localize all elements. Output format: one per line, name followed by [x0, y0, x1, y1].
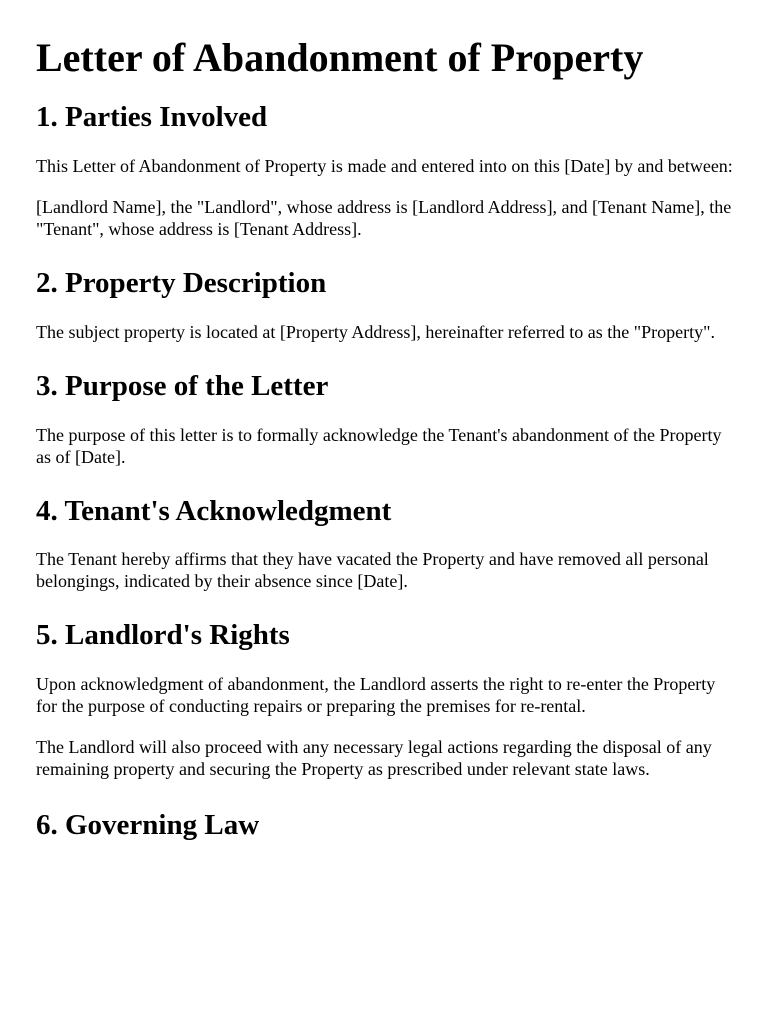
paragraph-parties-details: [Landlord Name], the "Landlord", whose address is [Landlord Address], and [Tenant Name], the "Tenant", whose address is [Tenant Address].: [36, 197, 732, 239]
paragraph-tenant-acknowledgment: The Tenant hereby affirms that they have vacated the Property and have removed all personal belongings, indicated by their absence since [Date].: [36, 549, 709, 591]
section-heading-governing-law: 6. Governing Law: [36, 809, 260, 841]
document-title: Letter of Abandonment of Property: [36, 35, 644, 80]
paragraph-landlord-rights-reentry: Upon acknowledgment of abandonment, the Landlord asserts the right to re-enter the Property for the purpose of conducting repairs or preparing the premises for re-rental.: [36, 674, 716, 716]
section-heading-tenant-acknowledgment: 4. Tenant's Acknowledgment: [36, 495, 392, 527]
paragraph-landlord-rights-legal: The Landlord will also proceed with any necessary legal actions regarding the disposal of any remaining property and securing the Property as prescribed under relevant state laws.: [36, 737, 712, 779]
section-heading-parties: 1. Parties Involved: [36, 101, 268, 133]
section-heading-property-description: 2. Property Description: [36, 267, 327, 299]
paragraph-parties-intro: This Letter of Abandonment of Property is made and entered into on this [Date] by and between:: [36, 156, 733, 176]
section-heading-purpose: 3. Purpose of the Letter: [36, 370, 329, 402]
paragraph-purpose: The purpose of this letter is to formally acknowledge the Tenant's abandonment of the Property as of [Date].: [36, 425, 722, 467]
section-heading-landlord-rights: 5. Landlord's Rights: [36, 619, 290, 651]
paragraph-property-description: The subject property is located at [Property Address], hereinafter referred to as the "Property".: [36, 322, 715, 342]
